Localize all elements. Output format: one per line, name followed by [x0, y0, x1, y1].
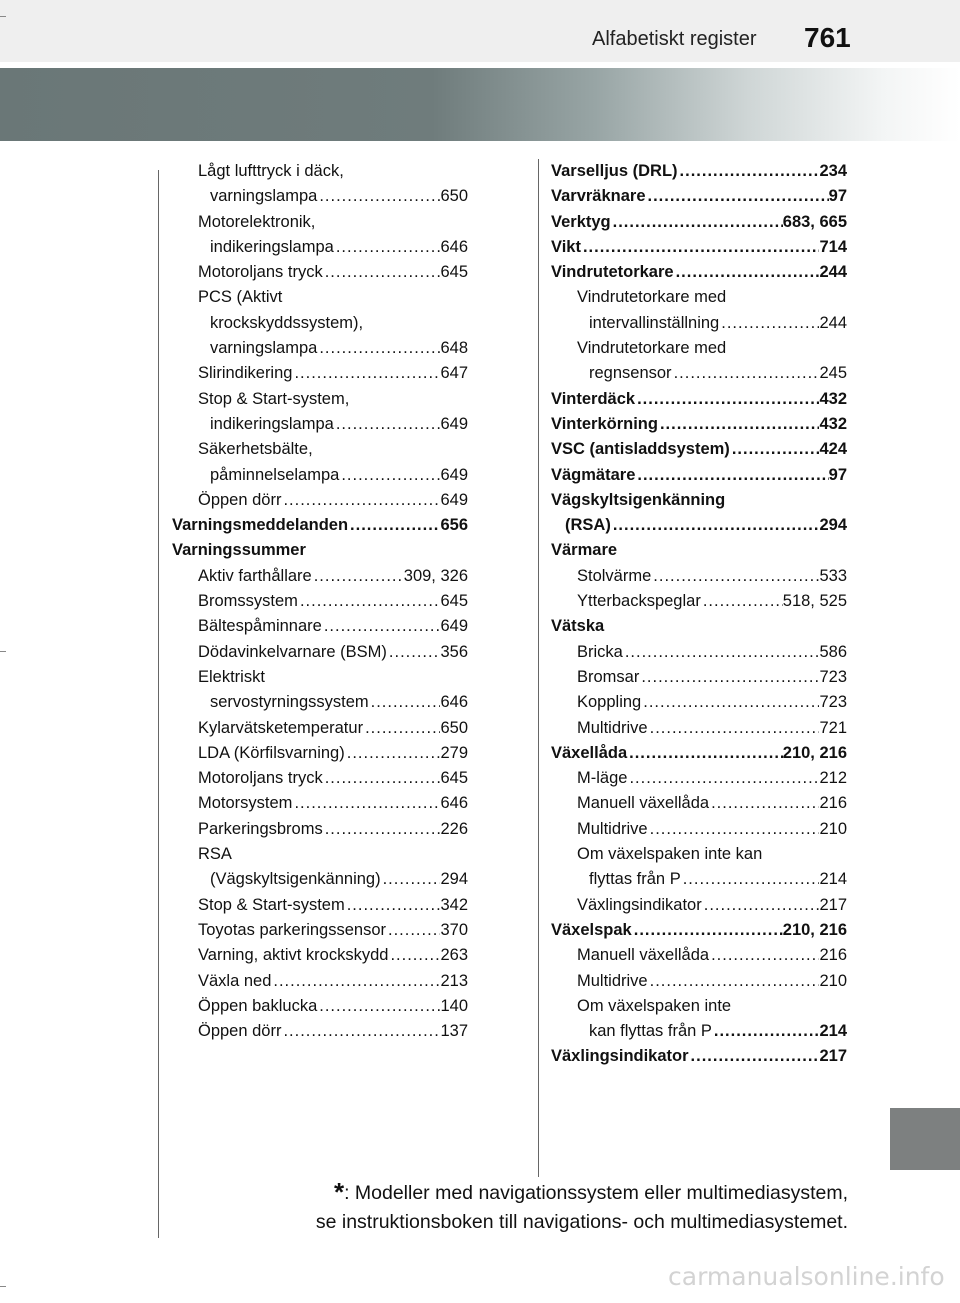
index-entry [551, 918, 847, 943]
index-entry [172, 716, 468, 741]
index-entry [551, 817, 847, 842]
index-entry-label: Vägskyltsigenkänning [551, 490, 726, 509]
index-entry-page: 294 [440, 870, 468, 889]
crop-mark [0, 1286, 6, 1287]
index-entry-label: M-läge [577, 769, 628, 788]
index-entry [551, 488, 847, 513]
index-entry [172, 640, 468, 665]
index-entry [172, 893, 468, 918]
index-entry-label: Stolvärme [577, 566, 652, 585]
index-entry-label: Bromssystem [198, 592, 298, 611]
index-entry-page: 210 [819, 819, 847, 838]
index-column-left [172, 159, 468, 1044]
index-entry-label: Värmare [551, 541, 618, 560]
leader-dots [345, 741, 441, 766]
leader-dots [281, 488, 440, 513]
leader-dots [648, 817, 820, 842]
leader-dots [702, 893, 820, 918]
index-entry-page: 217 [819, 1047, 847, 1066]
index-entry [551, 513, 847, 538]
index-entry [172, 969, 468, 994]
index-entry [172, 614, 468, 639]
index-entry-page: 140 [440, 996, 468, 1015]
leader-dots [345, 893, 441, 918]
index-entry [172, 184, 468, 209]
index-entry-page: 721 [819, 718, 847, 737]
index-entry-label: VSC (antisladdsystem) [551, 440, 730, 459]
leader-dots [648, 716, 820, 741]
index-entry [551, 943, 847, 968]
index-entry-page: 649 [440, 414, 468, 433]
index-entry-label: Växlingsindikator [551, 1047, 689, 1066]
index-entry-page: 650 [440, 718, 468, 737]
index-entry [551, 336, 847, 361]
index-entry-page: 212 [819, 769, 847, 788]
index-entry-label: Öppen baklucka [198, 996, 318, 1015]
index-entry-label: Motorsystem [198, 794, 293, 813]
index-entry-label: Motoroljans tryck [198, 769, 323, 788]
index-entry-page: 214 [819, 1022, 847, 1041]
leader-dots [709, 791, 819, 816]
index-entry-label: Multidrive [577, 971, 648, 990]
index-entry-label: Växla ned [198, 971, 272, 990]
index-entry [551, 640, 847, 665]
leader-dots [323, 817, 441, 842]
index-entry-label: Vägmätare [551, 465, 636, 484]
index-entry [172, 336, 468, 361]
leader-dots [381, 867, 441, 892]
index-entry-label: Varning, aktivt krockskydd [198, 946, 389, 965]
index-entry-page: 723 [819, 693, 847, 712]
index-entry [172, 437, 468, 462]
index-entry [551, 463, 847, 488]
leader-dots [627, 766, 819, 791]
leader-dots [271, 969, 440, 994]
leader-dots [334, 412, 441, 437]
index-entry [551, 994, 847, 1019]
index-entry-label: Öppen dörr [198, 490, 282, 509]
index-entry [172, 665, 468, 690]
index-entry [172, 817, 468, 842]
leader-dots [719, 311, 819, 336]
index-entry-label: Toyotas parkeringssensor [198, 920, 387, 939]
index-entry-label: Växelspak [551, 920, 632, 939]
leader-dots [712, 1019, 820, 1044]
index-entry [172, 741, 468, 766]
index-entry-page: 424 [819, 440, 847, 459]
index-entry [551, 690, 847, 715]
index-entry [172, 1019, 468, 1044]
leader-dots [632, 918, 783, 943]
index-entry [172, 842, 468, 867]
leader-dots [312, 564, 404, 589]
header-bar [0, 0, 960, 62]
column-divider [538, 159, 539, 1177]
index-entry-label: Vindrutetorkare med [577, 339, 727, 358]
leader-dots [611, 210, 783, 235]
left-margin-rule [158, 170, 159, 1238]
index-entry-page: 263 [440, 946, 468, 965]
index-entry [551, 665, 847, 690]
index-entry-label: Varvräknare [551, 187, 646, 206]
index-entry-page: 210, 216 [782, 920, 847, 939]
index-entry-page: 294 [819, 516, 847, 535]
index-entry-page: 216 [819, 794, 847, 813]
index-entry-label: Vinterkörning [551, 414, 658, 433]
index-entry-page: 645 [440, 769, 468, 788]
index-entry-page: 714 [819, 237, 847, 256]
leader-dots [339, 463, 440, 488]
index-entry-page: 723 [819, 667, 847, 686]
index-entry [172, 538, 468, 563]
index-entry-label: Bromsar [577, 667, 640, 686]
crop-mark [0, 16, 6, 17]
index-entry [172, 918, 468, 943]
index-entry-label: PCS (Aktivt [198, 288, 283, 307]
index-entry-page: 646 [440, 794, 468, 813]
leader-dots [635, 387, 819, 412]
leader-dots [334, 235, 441, 260]
index-entry [172, 285, 468, 310]
leader-dots [678, 159, 820, 184]
leader-dots [681, 867, 820, 892]
index-entry-page: 432 [819, 414, 847, 433]
index-entry-label: (RSA) [565, 516, 611, 535]
index-entry [172, 488, 468, 513]
index-entry [172, 412, 468, 437]
index-entry-label: Motoroljans tryck [198, 263, 323, 282]
leader-dots [323, 260, 441, 285]
index-entry-page: 650 [440, 187, 468, 206]
index-entry-label: Elektriskt [198, 667, 265, 686]
index-entry-label: Koppling [577, 693, 642, 712]
index-entry-label: Vikt [551, 237, 581, 256]
index-entry-label: servostyrningssystem [210, 693, 369, 712]
index-entry-label: Aktiv farthållare [198, 566, 312, 585]
index-entry [551, 311, 847, 336]
index-entry [172, 387, 468, 412]
leader-dots [623, 640, 820, 665]
index-entry-label: Vätska [551, 617, 605, 636]
leader-dots [363, 716, 440, 741]
index-entry [551, 412, 847, 437]
index-entry [172, 210, 468, 235]
index-entry [551, 210, 847, 235]
index-entry-label: kan flyttas från P [589, 1022, 712, 1041]
index-entry-page: 210, 216 [782, 743, 847, 762]
index-entry [551, 969, 847, 994]
watermark: carmanualsonline.info [668, 1262, 945, 1291]
index-entry [172, 791, 468, 816]
index-entry-label: RSA [198, 845, 232, 864]
footnote-line-1: : Modeller med navigationssystem eller multimediasystem, [344, 1182, 848, 1204]
leader-dots [292, 791, 440, 816]
index-entry-label: Manuell växellåda [577, 794, 710, 813]
index-entry [551, 361, 847, 386]
index-entry-page: 648 [440, 339, 468, 358]
index-entry [551, 285, 847, 310]
index-entry-label: Manuell växellåda [577, 946, 710, 965]
index-entry-page: 645 [440, 592, 468, 611]
leader-dots [658, 412, 820, 437]
index-entry-page: 649 [440, 465, 468, 484]
leader-dots [641, 690, 819, 715]
index-entry [172, 589, 468, 614]
index-entry-label: Öppen dörr [198, 1022, 282, 1041]
index-entry [551, 791, 847, 816]
leader-dots [292, 361, 440, 386]
index-entry [172, 867, 468, 892]
index-entry-page: 245 [819, 364, 847, 383]
index-entry [172, 690, 468, 715]
section-title: Alfabetiskt register [592, 28, 757, 50]
leader-dots [387, 640, 441, 665]
index-entry [551, 893, 847, 918]
index-entry [551, 716, 847, 741]
chapter-thumb-tab [890, 1108, 960, 1170]
leader-dots [322, 614, 441, 639]
index-entry-label: Ytterbackspeglar [577, 592, 701, 611]
index-entry-label: Om växelspaken inte [577, 996, 732, 1015]
index-entry-label: intervallinställning [589, 313, 720, 332]
index-entry-page: 656 [440, 516, 468, 535]
leader-dots [709, 943, 819, 968]
leader-dots [651, 564, 819, 589]
leader-dots [635, 463, 828, 488]
index-entry-label: regnsensor [589, 364, 672, 383]
leader-dots [627, 741, 783, 766]
leader-dots [369, 690, 441, 715]
index-entry-page: 210 [819, 971, 847, 990]
index-entry-page: 518, 525 [782, 592, 847, 611]
index-entry-label: Motorelektronik, [198, 212, 316, 231]
index-entry-page: 342 [440, 895, 468, 914]
index-entry [551, 437, 847, 462]
index-entry-page: 683, 665 [782, 212, 847, 231]
index-entry [551, 842, 847, 867]
index-entry-label: Bältespåminnare [198, 617, 322, 636]
index-entry [172, 943, 468, 968]
index-entry-label: (Vägskyltsigenkänning) [210, 870, 381, 889]
index-entry-page: 586 [819, 642, 847, 661]
index-entry [172, 513, 468, 538]
index-entry-page: 97 [828, 187, 847, 206]
index-entry-label: varningslampa [210, 187, 318, 206]
index-entry-label: flyttas från P [589, 870, 681, 889]
leader-dots [388, 943, 440, 968]
index-entry [551, 260, 847, 285]
index-entry-label: krockskyddssystem), [210, 313, 364, 332]
index-entry-label: Stop & Start-system [198, 895, 345, 914]
index-entry-label: Verktyg [551, 212, 611, 231]
index-entry-page: 214 [819, 870, 847, 889]
index-entry-label: Varselljus (DRL) [551, 162, 678, 180]
leader-dots [317, 336, 440, 361]
index-entry [551, 1019, 847, 1044]
leader-dots [611, 513, 820, 538]
index-entry-page: 226 [440, 819, 468, 838]
index-entry-page: 649 [440, 617, 468, 636]
leader-dots [386, 918, 440, 943]
index-entry-label: varningslampa [210, 339, 318, 358]
index-entry-page: 244 [819, 313, 847, 332]
header-gradient-band [0, 68, 960, 141]
index-entry-page: 217 [819, 895, 847, 914]
index-entry-page: 216 [819, 946, 847, 965]
leader-dots [646, 184, 829, 209]
index-entry-label: Slirindikering [198, 364, 293, 383]
index-entry [551, 387, 847, 412]
page-number: 761 [804, 22, 851, 53]
index-entry-label: Kylarvätsketemperatur [198, 718, 364, 737]
leader-dots [581, 235, 820, 260]
leader-dots [648, 969, 820, 994]
index-entry-page: 356 [440, 642, 468, 661]
index-entry-page: 649 [440, 490, 468, 509]
leader-dots [317, 994, 440, 1019]
index-entry [551, 564, 847, 589]
leader-dots [674, 260, 820, 285]
index-entry [172, 159, 468, 184]
leader-dots [281, 1019, 440, 1044]
index-entry-page: 279 [440, 743, 468, 762]
index-entry-label: indikeringslampa [210, 237, 334, 256]
index-entry-label: Varningssummer [172, 541, 306, 560]
index-entry-label: påminnelselampa [210, 465, 340, 484]
index-entry-label: Om växelspaken inte kan [577, 845, 763, 864]
index-entry [551, 184, 847, 209]
index-entry-page: 213 [440, 971, 468, 990]
index-entry-label: Varningsmeddelanden [172, 516, 349, 535]
index-entry [172, 235, 468, 260]
index-entry-page: 370 [440, 920, 468, 939]
index-entry [551, 538, 847, 563]
index-entry [172, 564, 468, 589]
index-entry-label: Bricka [577, 642, 623, 661]
index-entry-label: Parkeringsbroms [198, 819, 323, 838]
index-entry-label: Växellåda [551, 743, 628, 762]
crop-mark [0, 651, 6, 652]
index-entry-page: 646 [440, 693, 468, 712]
index-entry-label: LDA (Körfilsvarning) [198, 743, 345, 762]
leader-dots [689, 1044, 820, 1069]
index-entry-page: 533 [819, 566, 847, 585]
index-entry [551, 159, 847, 184]
index-entry-label: Multidrive [577, 718, 648, 737]
index-entry-page: 432 [819, 389, 847, 408]
index-entry-label: Vinterdäck [551, 389, 636, 408]
index-entry [551, 614, 847, 639]
index-entry-page: 234 [819, 162, 847, 180]
index-entry [551, 589, 847, 614]
index-entry-label: Säkerhetsbälte, [198, 440, 313, 459]
footnote [258, 1178, 848, 1237]
index-entry-page: 137 [440, 1022, 468, 1041]
index-entry [172, 361, 468, 386]
index-entry [172, 994, 468, 1019]
index-entry-label: Lågt lufttryck i däck, [198, 162, 344, 180]
leader-dots [730, 437, 820, 462]
leader-dots [672, 361, 820, 386]
index-entry [551, 766, 847, 791]
leader-dots [701, 589, 783, 614]
index-entry-page: 244 [819, 263, 847, 282]
leader-dots [348, 513, 440, 538]
index-entry-page: 646 [440, 237, 468, 256]
index-entry [172, 463, 468, 488]
index-entry-page: 309, 326 [403, 566, 468, 585]
index-entry-label: Vindrutetorkare [551, 263, 674, 282]
index-entry-page: 647 [440, 364, 468, 383]
index-entry [551, 1044, 847, 1069]
index-entry [551, 741, 847, 766]
index-entry [172, 260, 468, 285]
index-entry-label: Stop & Start-system, [198, 389, 350, 408]
index-entry-label: Vindrutetorkare med [577, 288, 727, 307]
index-entry [551, 867, 847, 892]
leader-dots [323, 766, 441, 791]
index-entry-label: Multidrive [577, 819, 648, 838]
index-entry-label: Växlingsindikator [577, 895, 702, 914]
index-entry-page: 645 [440, 263, 468, 282]
index-entry-label: Dödavinkelvarnare (BSM) [198, 642, 387, 661]
leader-dots [298, 589, 441, 614]
index-entry [172, 766, 468, 791]
index-entry-page: 97 [828, 465, 847, 484]
leader-dots [317, 184, 440, 209]
index-entry-label: indikeringslampa [210, 414, 334, 433]
index-entry [172, 311, 468, 336]
leader-dots [639, 665, 819, 690]
footnote-asterisk: * [333, 1177, 345, 1207]
index-entry [551, 235, 847, 260]
index-column-right [551, 159, 847, 1070]
footnote-line-2: se instruktionsboken till navigations- och multimediasystemet. [315, 1211, 848, 1233]
